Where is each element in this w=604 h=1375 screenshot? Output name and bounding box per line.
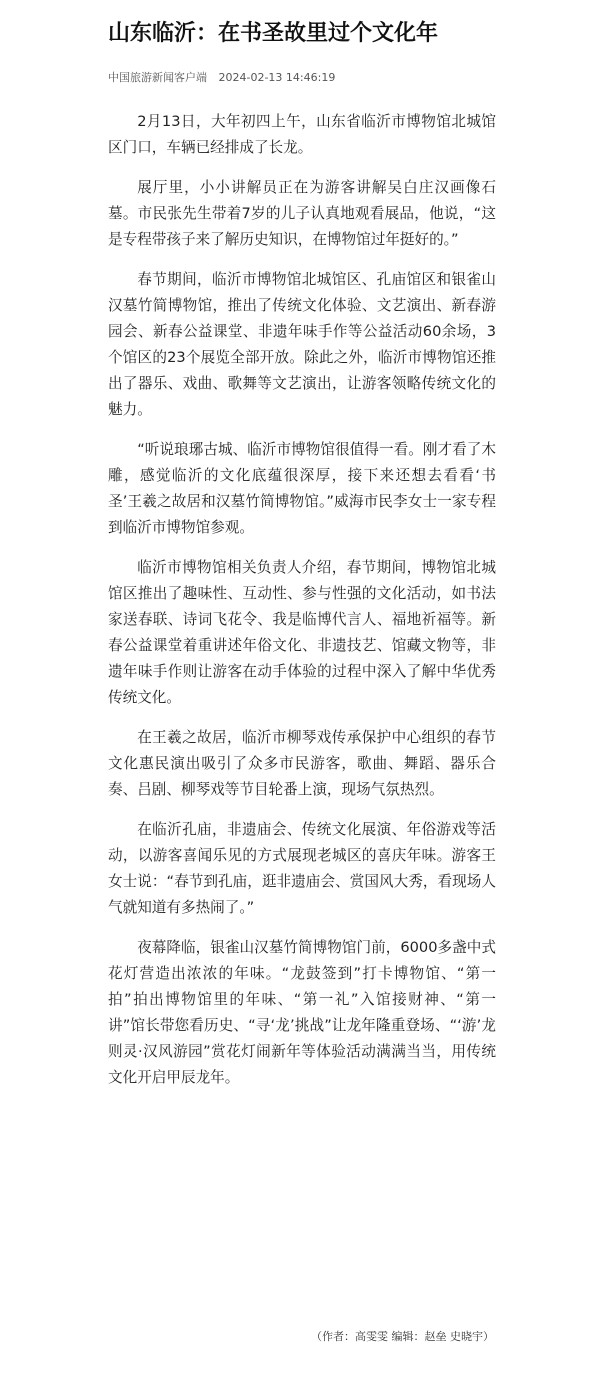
article-credit: （作者：高雯雯 编辑：赵垒 史晓宇） <box>311 1330 494 1343</box>
article-paragraph: 在王羲之故居，临沂市柳琴戏传承保护中心组织的春节文化惠民演出吸引了众多市民游客，歌曲、舞蹈、器乐合奏、吕剧、柳琴戏等节目轮番上演，现场气氛热烈。 <box>108 729 496 798</box>
article-meta <box>108 70 496 86</box>
article-paragraph: 在临沂孔庙，非遗庙会、传统文化展演、年俗游戏等活动，以游客喜闻乐见的方式展现老城区的喜庆年味。游客王女士说：“春节到孔庙，逛非遗庙会、赏国风大秀，看现场人气就知道有多热闹了。” <box>108 821 496 916</box>
article-paragraph: “听说琅琊古城、临沂市博物馆很值得一看。刚才看了木雕，感觉临沂的文化底蕴很深厚，接下来还想去看看‘书圣’王羲之故居和汉墓竹简博物馆。”威海市民李女士一家专程到临沂市博物馆参观。 <box>108 441 496 536</box>
article-paragraph: 夜幕降临，银雀山汉墓竹简博物馆门前，6000多盏中式花灯营造出浓浓的年味。“龙鼓签到”打卡博物馆、“第一拍”拍出博物馆里的年味、“第一礼”入馆接财神、“第一讲”馆长带您看历史、“寻‘龙’挑战”让龙年隆重登场、“‘游’龙则灵·汉风游园”赏花灯闹新年等体验活动满满当当，用传统文化开启甲辰龙年。 <box>108 939 496 1086</box>
article-body <box>108 109 496 1091</box>
article-source: 中国旅游新闻客户端 <box>108 71 207 84</box>
article-datetime: 2024-02-13 14:46:19 <box>218 71 336 84</box>
article-paragraph: 春节期间，临沂市博物馆北城馆区、孔庙馆区和银雀山汉墓竹简博物馆，推出了传统文化体验、文艺演出、新春游园会、新春公益课堂、非遗年味手作等公益活动60余场，3个馆区的23个展览全部开放。除此之外，临沂市博物馆还推出了器乐、戏曲、歌舞等文艺演出，让游客领略传统文化的魅力。 <box>108 271 496 418</box>
article-paragraph: 2月13日，大年初四上午，山东省临沂市博物馆北城馆区门口，车辆已经排成了长龙。 <box>108 113 496 156</box>
article-paragraph: 临沂市博物馆相关负责人介绍，春节期间，博物馆北城馆区推出了趣味性、互动性、参与性强的文化活动，如书法家送春联、诗词飞花令、我是临博代言人、福地祈福等。新春公益课堂着重讲述年俗文化、非遗技艺、馆藏文物等，非遗年味手作则让游客在动手体验的过程中深入了解中华优秀传统文化。 <box>108 559 496 706</box>
article-title: 山东临沂：在书圣故里过个文化年 <box>108 21 439 46</box>
article-paragraph: 展厅里，小小讲解员正在为游客讲解吴白庄汉画像石墓。市民张先生带着7岁的儿子认真地观看展品，他说，“这是专程带孩子来了解历史知识，在博物馆过年挺好的。” <box>108 179 496 248</box>
